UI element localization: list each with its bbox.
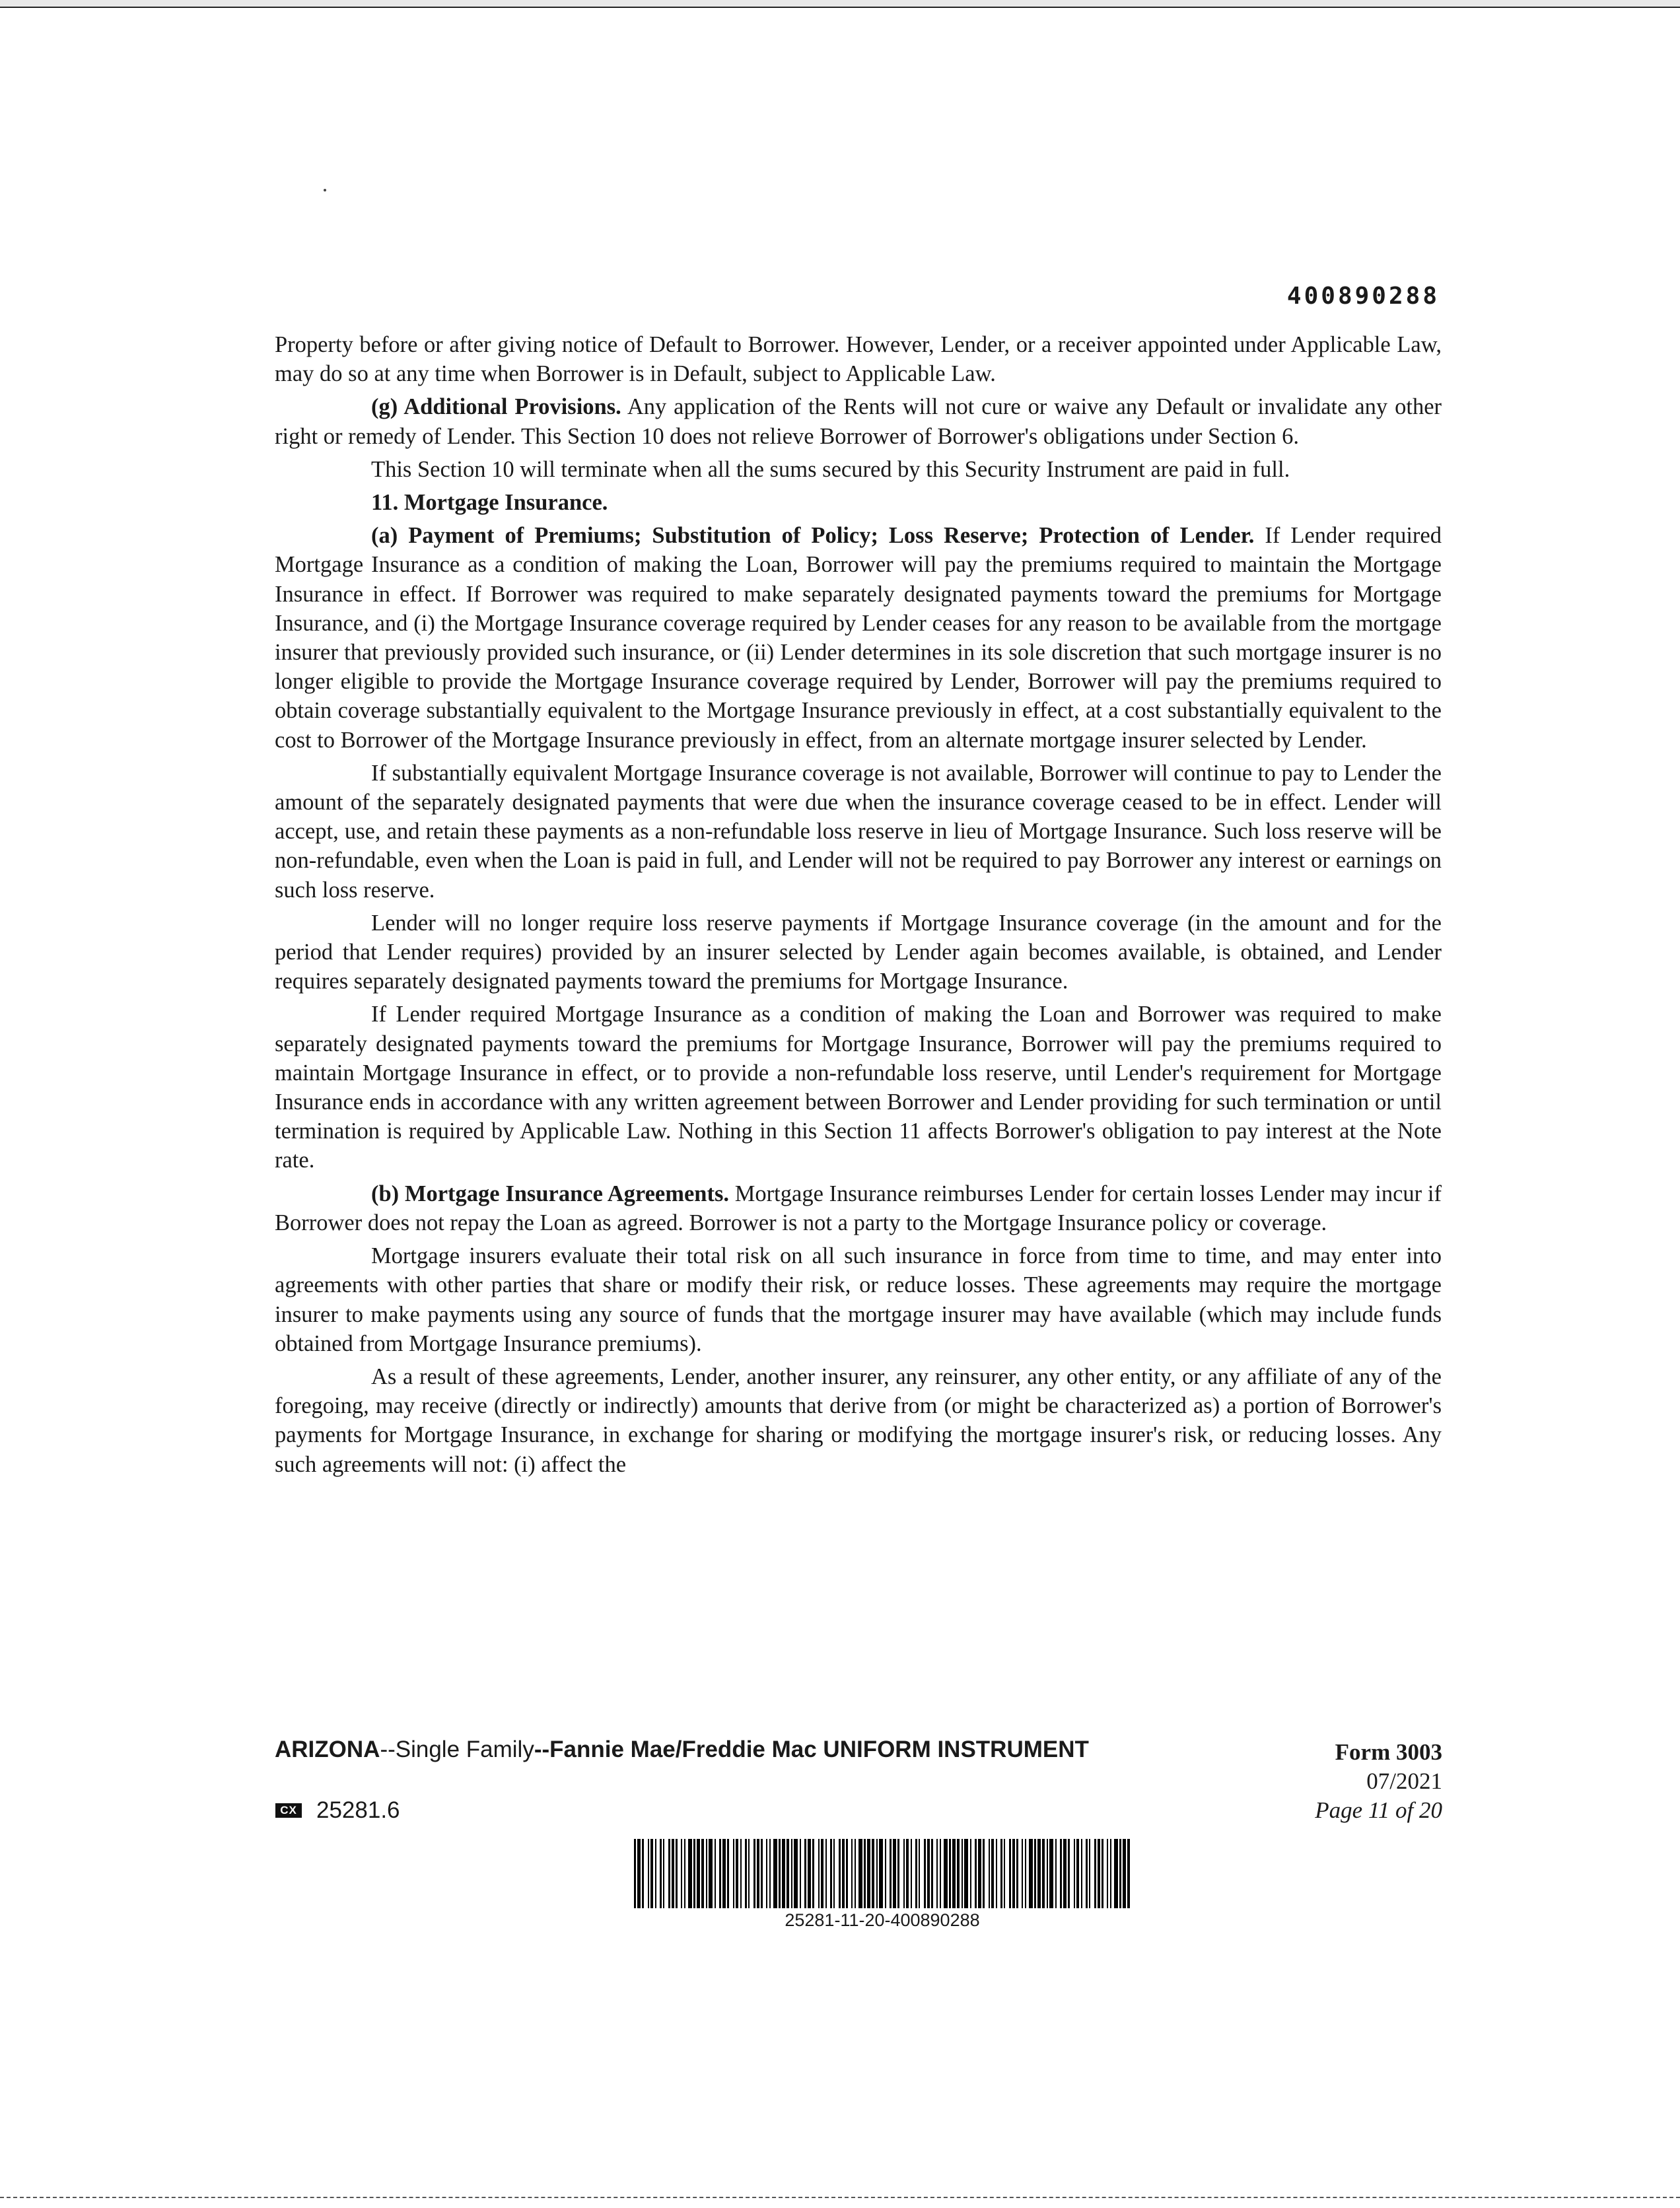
paragraph-heading: (a) Payment of Premiums; Substitution of Policy; Loss Reserve; Protection of Lender. — [371, 523, 1255, 549]
document-number: 400890288 — [1286, 283, 1440, 310]
paragraph-additional-provisions — [275, 392, 1442, 450]
paragraph-text: Lender will no longer require loss reserve payments if Mortgage Insurance coverage (in the amount and for the period that Lender requires) provided by an insurer selected by Lender again becomes available, is obtained, and Lender requires separately designated payments toward the premiums for Mortgage Insurance. — [275, 910, 1442, 994]
paragraph — [275, 455, 1442, 484]
paragraph-text: Mortgage Insurance reimburses Lender for certain losses Lender may incur if Borrower does not repay the Loan as agreed. Borrower is not a party to the Mortgage Insurance policy or coverage. — [275, 1181, 1442, 1235]
form-date: 07/2021 — [1366, 1768, 1442, 1794]
cx-logo-icon: CX — [275, 1803, 302, 1818]
paragraph-text: If substantially equivalent Mortgage Insurance coverage is not available, Borrower will continue to pay to Lender the amount of the separately designated payments that were due when the insurance coverage ceased to be in effect. Lender will accept, use, and retain these payments as a non-refundable loss reserve in lieu of Mortgage Insurance. Such loss reserve will be non-refundable, even when the Loan is paid in full, and Lender will not be required to pay Borrower any interest or earnings on such loss reserve. — [275, 760, 1442, 903]
footer-state: ARIZONA — [275, 1737, 380, 1762]
barcode-text: 25281-11-20-400890288 — [785, 1910, 980, 1930]
barcode — [634, 1839, 1131, 1908]
footer-family: Single Family — [395, 1737, 534, 1762]
cx-form-code — [275, 1797, 400, 1824]
paragraph — [275, 1362, 1442, 1479]
paragraph — [275, 909, 1442, 996]
footer-separator: -- — [380, 1737, 396, 1762]
scan-speck — [324, 189, 326, 191]
paragraph-text: If Lender required Mortgage Insurance as a condition of making the Loan, Borrower will pay the premiums required to maintain the Mortgage Insurance in effect. If Borrower was required to make separately designated payments toward the premiums for Mortgage Insurance, and (i) the Mortgage Insurance coverage required by Lender ceases for any reason to be available from the mortgage insurer that previously provided such insurance, or (ii) Lender determines in its sole discretion that such mortgage insurer is no longer eligible to provide the Mortgage Insurance coverage required by Lender, Borrower will pay the premiums required to obtain coverage substantially equivalent to the Mortgage Insurance previously in effect, at a cost substantially equivalent to the cost to Borrower of the Mortgage Insurance previously in effect, from an alternate mortgage insurer selected by Lender. — [275, 523, 1442, 753]
paragraph-text: If Lender required Mortgage Insurance as a condition of making the Loan and Borrower was required to make separately designated payments toward the premiums for Mortgage Insurance, Borrower will pay the premiums required to maintain Mortgage Insurance in effect, or to provide a non-refundable loss reserve, until Lender's requirement for Mortgage Insurance ends in accordance with any written agreement between Borrower and Lender providing for such termination or until termination is required by Applicable Law. Nothing in this Section 11 affects Borrower's obligation to pay interest at the Note rate. — [275, 1002, 1442, 1173]
paragraph-heading: (g) Additional Provisions. — [371, 394, 621, 420]
footer-separator: -- — [534, 1737, 550, 1762]
paragraph-text: Any application of the Rents will not cure or waive any Default or invalidate any other right or remedy of Lender. This Section 10 does not relieve Borrower of Borrower's obligations under Section 6. — [275, 394, 1442, 449]
footer-instrument-title — [275, 1737, 1089, 1763]
section-heading-mortgage-insurance — [275, 488, 1442, 517]
paragraph-mortgage-insurance-agreements — [275, 1179, 1442, 1237]
footer-instrument: Fannie Mae/Freddie Mac UNIFORM INSTRUMENT — [549, 1737, 1089, 1762]
paragraph — [275, 330, 1442, 388]
form-info — [1222, 1738, 1442, 1825]
paragraph — [275, 759, 1442, 905]
paragraph-heading: 11. Mortgage Insurance. — [371, 490, 608, 516]
scan-edge-top — [0, 0, 1680, 8]
paragraph-text: As a result of these agreements, Lender, another insurer, any reinsurer, any other entity, or any affiliate of any of the foregoing, may receive (directly or indirectly) amounts that derive from (or might be characterized as) a portion of Borrower's payments for Mortgage Insurance, in exchange for sharing or modifying the mortgage insurer's risk, or reducing losses. Any such agreements will not: (i) affect the — [275, 1363, 1442, 1477]
paragraph-text: Mortgage insurers evaluate their total risk on all such insurance in force from time to time, and may enter into agreements with other parties that share or modify their risk, or reduce losses. These agreements may require the mortgage insurer to make payments using any source of funds that the mortgage insurer may have available (which may include funds obtained from Mortgage Insurance premiums). — [275, 1243, 1442, 1356]
paragraph — [275, 1241, 1442, 1358]
paragraph-text: This Section 10 will terminate when all the sums secured by this Security Instrument are paid in full. — [371, 456, 1290, 482]
paragraph-heading: (b) Mortgage Insurance Agreements. — [371, 1181, 730, 1206]
form-id: Form 3003 — [1335, 1739, 1442, 1765]
paragraph-payment-of-premiums — [275, 521, 1442, 755]
paragraph-text: Property before or after giving notice of Default to Borrower. However, Lender, or a receiver appointed under Applicable Law, may do so at any time when Borrower is in Default, subject to Applicable Law. — [275, 332, 1442, 387]
paragraph — [275, 1000, 1442, 1175]
scan-edge-bottom — [0, 2197, 1680, 2200]
page-number: Page 11 of 20 — [1315, 1797, 1442, 1823]
cx-code-text: 25281.6 — [316, 1797, 400, 1823]
document-body — [275, 330, 1442, 1483]
